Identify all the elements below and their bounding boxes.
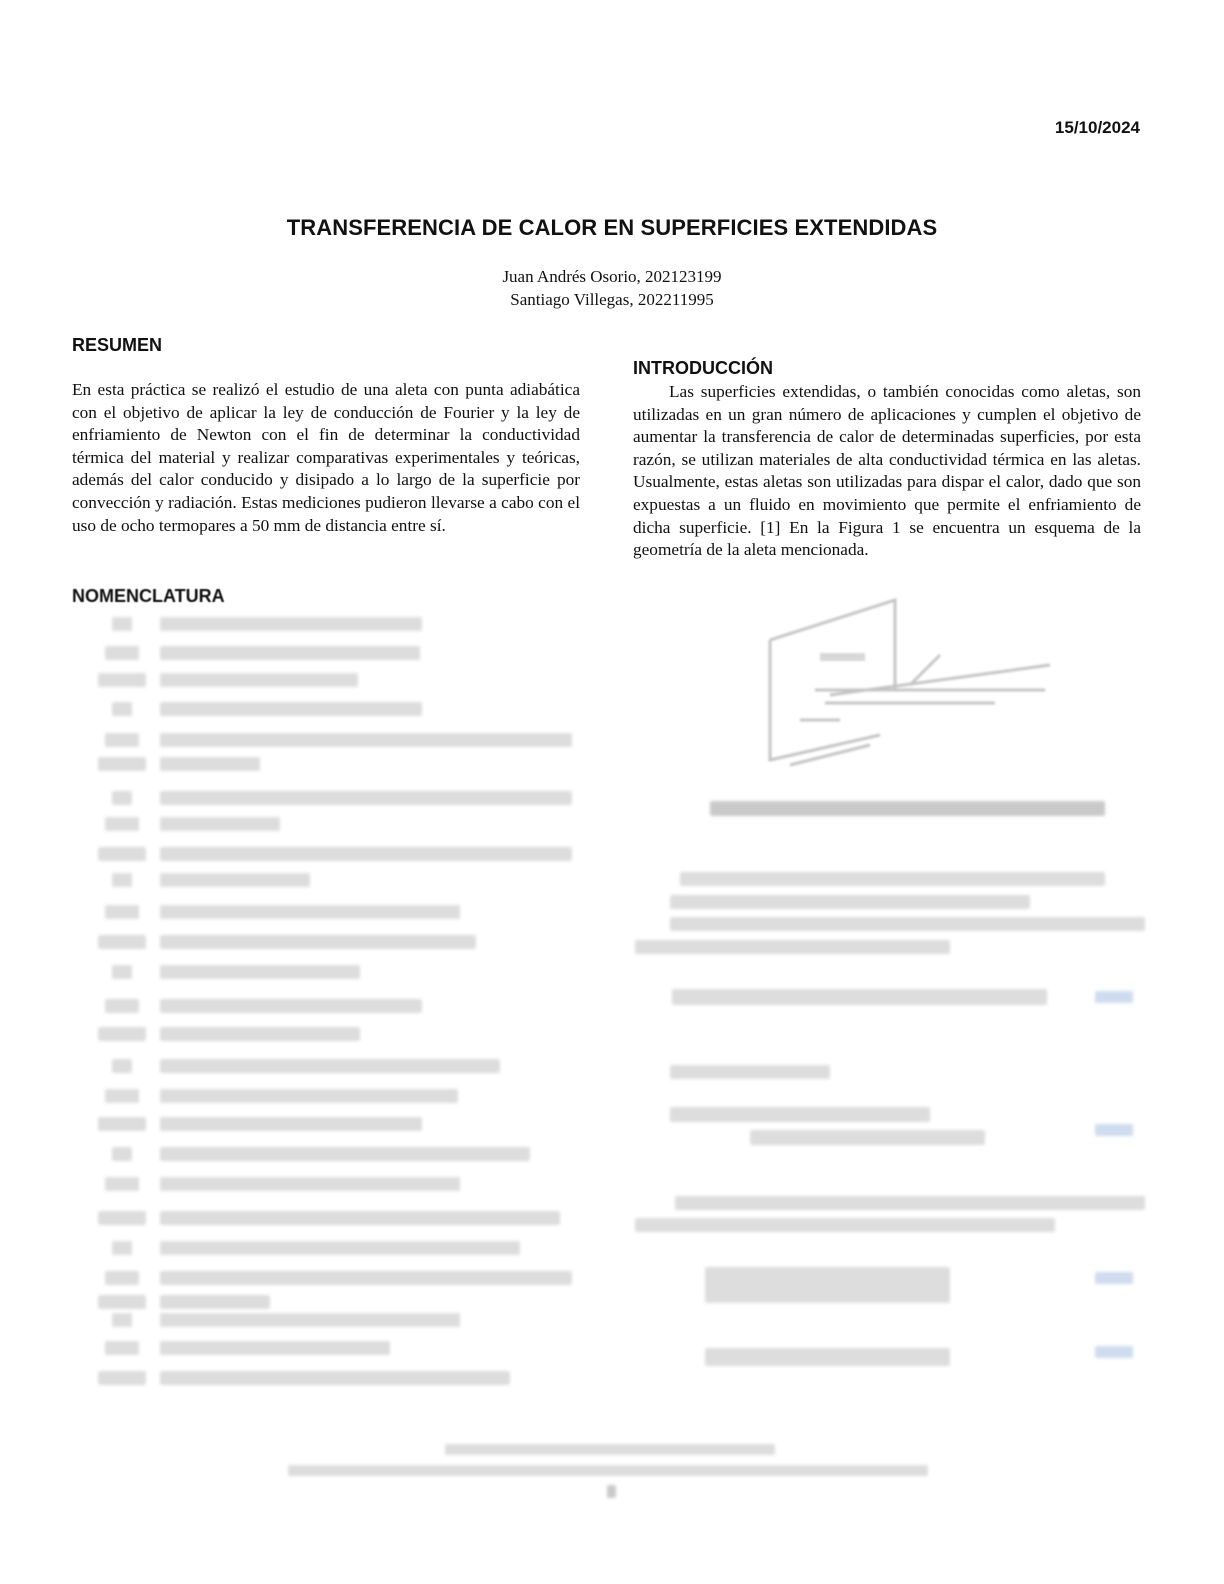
nomenclature-row	[72, 930, 580, 954]
footer-line-1	[445, 1444, 775, 1455]
equation-4	[705, 1348, 950, 1366]
nomenclature-row	[72, 960, 580, 984]
nomenclature-symbol	[98, 1211, 146, 1225]
nomenclature-description	[160, 1371, 510, 1385]
nomenclature-description	[160, 965, 360, 979]
nomenclature-description	[160, 1241, 520, 1255]
text-line	[635, 1218, 1055, 1232]
nomenclature-row	[72, 1084, 580, 1108]
fin-body	[815, 665, 1050, 703]
nomenclature-row	[72, 812, 580, 836]
nomenclature-description	[160, 905, 460, 919]
text-line	[670, 895, 1030, 909]
nomenclature-row	[72, 994, 580, 1018]
nomenclatura-heading: NOMENCLATURA	[72, 586, 225, 606]
document-date: 15/10/2024	[1054, 118, 1140, 137]
nomenclature-row	[72, 1112, 580, 1136]
equation-number	[1095, 1272, 1133, 1284]
equation-2	[670, 1107, 930, 1122]
nomenclature-row	[72, 641, 580, 665]
nomenclature-symbol	[98, 847, 146, 861]
nomenclature-description	[160, 1089, 458, 1103]
nomenclature-symbol	[112, 1059, 132, 1073]
nomenclature-symbol	[98, 757, 146, 771]
nomenclature-row	[72, 1142, 580, 1166]
nomenclature-description	[160, 702, 422, 716]
resumen-body: En esta práctica se realizó el estudio de una aleta con punta adiabática con el objetivo de aplicar la ley de conducción de Fourier y la ley de enfriamiento de Newton con el fin de determinar la conductividad térmica del material y realizar comparativas experimentales y teóricas, además del calor conducido y disipado a lo largo de la superficie por convección y radiación. Estas mediciones pudieron llevarse a cabo con el uso de ocho termopares a 50 mm de distancia entre sí.	[72, 380, 580, 535]
nomenclature-symbol	[98, 1027, 146, 1041]
nomenclature-row	[72, 728, 580, 752]
nomenclature-row	[72, 697, 580, 721]
nomenclature-row	[72, 1172, 580, 1196]
nomenclature-symbol	[105, 817, 139, 831]
author-1: Juan Andrés Osorio, 202123199	[502, 267, 722, 286]
nomenclature-row	[72, 1054, 580, 1078]
nomenclature-description	[160, 935, 476, 949]
figure-caption	[710, 801, 1105, 816]
resumen-heading: RESUMEN	[72, 335, 163, 355]
nomenclature-row	[72, 868, 580, 892]
nomenclature-symbol	[105, 646, 139, 660]
nomenclature-description	[160, 791, 572, 805]
nomenclature-symbol	[112, 791, 132, 805]
nomenclature-symbol	[105, 905, 139, 919]
introduccion-body: Las superficies extendidas, o también conocidas como aletas, son utilizadas en un gran número de aplicaciones y cumplen el objetivo de aumentar la transferencia de calor de determinadas superficies, por esta razón, se utilizan materiales de alta conductividad térmica en las aletas. Usualmente, estas aletas son utilizadas para dispar el calor, dado que son expuestas a un fluido en movimiento que permite el enfriamiento de dicha superficie. [1] En la Figura 1 se encuentra un esquema de la geometría de la aleta mencionada.	[633, 382, 1141, 560]
nomenclature-symbol	[112, 1313, 132, 1327]
nomenclature-symbol	[105, 1089, 139, 1103]
nomenclature-symbol	[98, 1117, 146, 1131]
nomenclature-row	[72, 1206, 580, 1230]
annotation-lines	[790, 655, 940, 765]
nomenclature-description	[160, 847, 572, 861]
text-line	[635, 940, 950, 954]
nomenclature-row	[72, 842, 580, 866]
nomenclature-description	[160, 673, 358, 687]
nomenclature-description	[160, 999, 422, 1013]
equation-2-cont	[750, 1130, 985, 1145]
page-number	[607, 1485, 616, 1498]
nomenclature-description	[160, 757, 260, 771]
nomenclature-symbol	[105, 1341, 139, 1355]
nomenclature-row	[72, 900, 580, 924]
nomenclature-symbol	[98, 673, 146, 687]
nomenclature-row	[72, 1022, 580, 1046]
nomenclature-symbol	[112, 965, 132, 979]
nomenclature-row	[72, 786, 580, 810]
nomenclature-symbol	[98, 1371, 146, 1385]
nomenclature-description	[160, 646, 420, 660]
nomenclature-symbol	[112, 1241, 132, 1255]
equation-3	[705, 1267, 950, 1303]
nomenclature-symbol	[105, 1271, 139, 1285]
nomenclature-description	[160, 1313, 460, 1327]
nomenclature-row	[72, 1308, 580, 1332]
nomenclature-description	[160, 1117, 422, 1131]
nomenclature-row	[72, 612, 580, 636]
nomenclature-row	[72, 1236, 580, 1260]
nomenclature-description	[160, 1295, 270, 1309]
text-line	[675, 1196, 1145, 1210]
nomenclature-symbol	[98, 1295, 146, 1309]
author-2: Santiago Villegas, 202211995	[510, 290, 714, 309]
nomenclature-description	[160, 617, 422, 631]
introduccion-heading: INTRODUCCIÓN	[633, 358, 773, 378]
nomenclature-symbol	[105, 1177, 139, 1191]
text-line	[680, 872, 1105, 886]
nomenclature-description	[160, 817, 280, 831]
nomenclature-description	[160, 1027, 360, 1041]
authors	[0, 265, 1224, 311]
nomenclature-row	[72, 1266, 580, 1290]
nomenclature-symbol	[112, 1147, 132, 1161]
text-line	[670, 1065, 830, 1079]
nomenclature-row	[72, 1336, 580, 1360]
nomenclature-description	[160, 1341, 390, 1355]
paper-title: TRANSFERENCIA DE CALOR EN SUPERFICIES EXTENDIDAS	[286, 215, 938, 240]
equation-1	[672, 989, 1047, 1005]
nomenclature-description	[160, 1211, 560, 1225]
footer-line-2	[288, 1465, 928, 1476]
equation-number	[1095, 1124, 1133, 1136]
nomenclature-description	[160, 1147, 530, 1161]
nomenclature-description	[160, 1177, 460, 1191]
nomenclature-symbol	[112, 873, 132, 887]
nomenclature-symbol	[105, 999, 139, 1013]
nomenclature-description	[160, 733, 572, 747]
base-wall	[770, 600, 895, 760]
nomenclature-symbol	[98, 935, 146, 949]
fin-geometry-figure	[760, 595, 1060, 775]
text-line	[670, 917, 1145, 931]
nomenclature-description	[160, 1271, 572, 1285]
equation-number	[1095, 1346, 1133, 1358]
nomenclature-row	[72, 668, 580, 692]
nomenclature-description	[160, 1059, 500, 1073]
nomenclature-row	[72, 1366, 580, 1390]
nomenclature-symbol	[112, 617, 132, 631]
nomenclature-symbol	[105, 733, 139, 747]
equation-number	[1095, 991, 1133, 1003]
nomenclature-description	[160, 873, 310, 887]
nomenclature-row	[72, 752, 580, 776]
nomenclature-symbol	[112, 702, 132, 716]
